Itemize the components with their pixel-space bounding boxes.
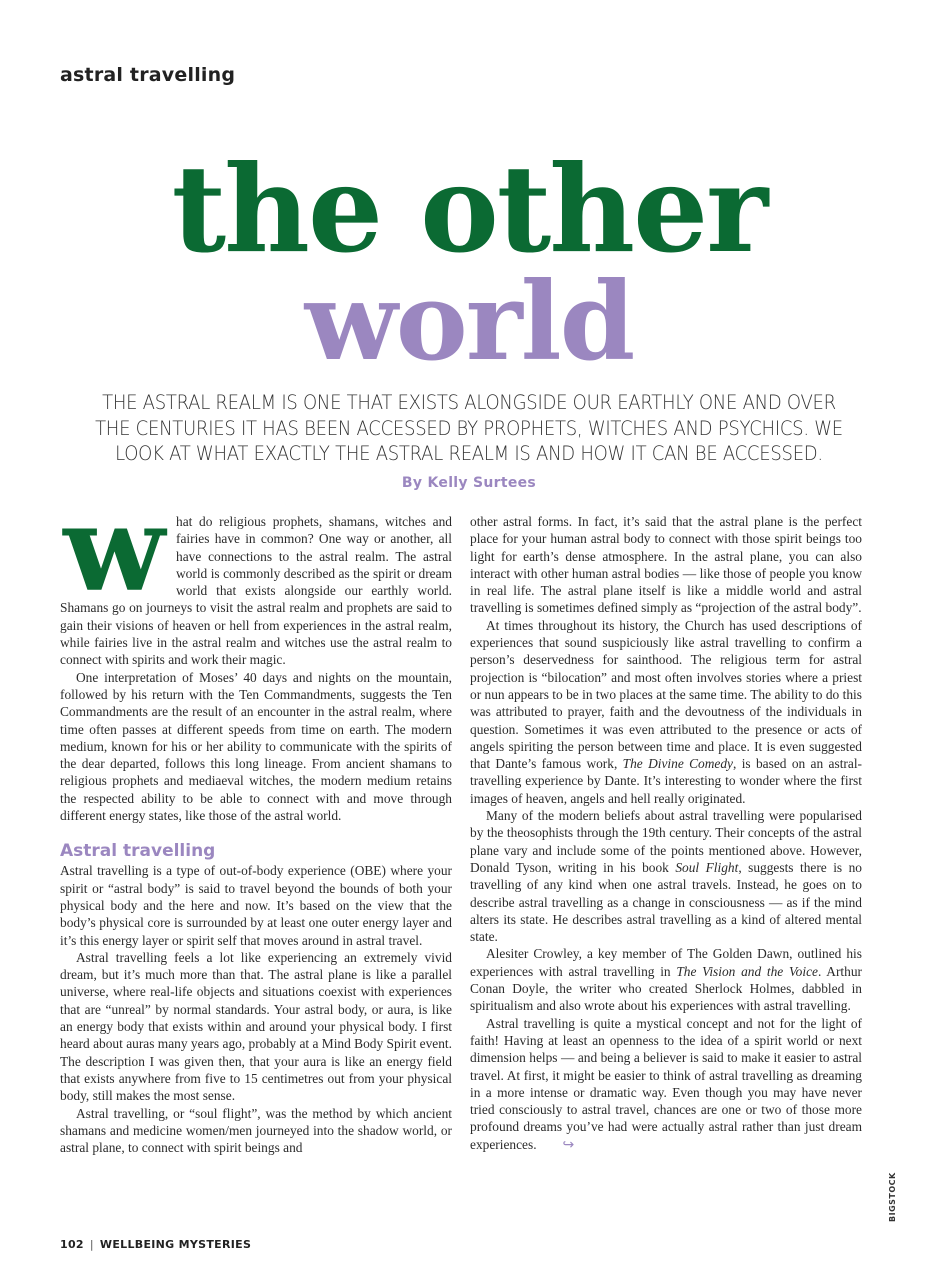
headline-line-2: world	[304, 259, 634, 385]
continue-arrow-icon: ↪	[562, 1136, 575, 1153]
book-title: The Divine Comedy	[622, 756, 734, 772]
paragraph: other astral forms. In fact, it’s said that the astral plane is the perfect place for your human astral body to connect with those spirit beings too light for earth’s dense atmosphere. In the astral plane, you can also interact with other human astral bodies — like those of people you know in real life. The astral plane itself is like a middle world and astral travelling is sometimes defined simply as “projection of the astral body”.	[470, 514, 862, 616]
paragraph: Astral travelling, or “soul flight”, was the method by which ancient shamans and medicine women/men journeyed into the shadow world, or astral plane, to connect with spirit beings and	[60, 1105, 452, 1156]
paragraph	[470, 807, 862, 945]
book-title: The Vision and the Voice	[676, 963, 818, 979]
article-column-right	[470, 513, 862, 1154]
subheading: Astral travelling	[60, 841, 216, 862]
page-footer	[60, 1238, 251, 1251]
paragraph-text: Alesiter Crowley, a key member of The Golden Dawn, outlined his experiences with astral travelling in	[470, 946, 862, 979]
paragraph-text: Many of the modern beliefs about astral travelling were popularised by the theosophists through the 19th century. Their concepts of the astral plane vary and include some of the points mentioned above. However, Donald Tyson, writing in his book	[470, 808, 862, 875]
section-tag: astral travelling	[60, 64, 236, 86]
byline: By Kelly Surtees	[401, 475, 537, 491]
paragraph: Astral travelling feels a lot like experiencing an extremely vivid dream, but it’s much more than that. The astral plane is like a parallel universe, where real-life objects and situations coexist with experiences that are “unreal” by normal standards. Your astral body, or aura, is like an energy body that exists within and around your physical body. I first heard about auras many years ago, probably at a Mind Body Spirit event. The description I was given then, that your aura is like an energy field that exists anywhere from five to 15 centimetres out from your physical body, still makes the most sense.	[60, 949, 452, 1104]
article-column-left	[60, 479, 452, 1156]
image-credit: BIGSTOCK	[888, 1172, 897, 1222]
paragraph: Astral travelling is a type of out-of-body experience (OBE) where your spirit or “astral body” is said to travel beyond the bounds of both your physical body and the here and now. It’s based on the view that the body’s physical core is surrounded by at least one outer energy layer and it’s this energy layer or spirit self that moves around in astral travel.	[60, 863, 452, 948]
standfirst: THE ASTRAL REALM IS ONE THAT EXISTS ALONGSIDE OUR EARTHLY ONE AND OVER THE CENTURIES IT HAS BEEN ACCESSED BY PROPHETS, WITCHES AND PSYCHICS. WE LOOK AT WHAT EXACTLY THE ASTRAL REALM IS AND HOW IT CAN BE ACCESSED.	[95, 391, 843, 465]
publication-name: WELLBEING MYSTERIES	[99, 1238, 252, 1251]
paragraph-text: , is based on an astral-travelling experience by Dante. It’s interesting to wonder where the first images of heaven, angels and hell really originated.	[470, 756, 862, 806]
drop-cap: w	[63, 479, 165, 618]
paragraph: One interpretation of Moses’ 40 days and nights on the mountain, followed by his return with the Ten Commandments, suggests the Ten Commandments are the result of an encounter in the astral realm, where time often passes at different speeds from time on earth. The modern medium, known for his or her ability to communicate with the spirits of the dear departed, follows this long lineage. From ancient shamans to religious prophets and mediaeval witches, the modern medium retains the respected ability to be able to connect with and move through different energy states, like those of the astral world.	[60, 669, 452, 824]
paragraph-text: At times throughout its history, the Church has used descriptions of experiences that sound suspiciously like astral travelling to confirm a person’s deservedness for sainthood. The religious term for astral projection is “bilocation” and most often involves stories where a priest or nun appears to be in two places at the same time. The ability to do this was attributed to prayer, faith and the devoutness of the individuals in question. Sometimes it was even attributed to the presence or acts of angels spiriting the person between time and place. It is even suggested that Dante’s famous work,	[470, 617, 862, 772]
paragraph	[470, 1015, 862, 1154]
headline-line-1: the other	[171, 137, 767, 280]
paragraph	[470, 617, 862, 807]
page-number: 102	[60, 1238, 84, 1251]
paragraph-text: . Arthur Conan Doyle, the writer who created Sherlock Holmes, dabbled in spiritualism and also wrote about his experiences with astral travelling.	[470, 963, 862, 1014]
paragraph-text: hat do religious prophets, shamans, witches and fairies have in common? One way or another, all have connections to the astral realm. The astral world is commonly described as the spirit or dream world that exists alongside our earthly world. Shamans go on journeys to visit the astral realm and prophets are said to gain their visions of heaven or hell from experiences in the astral realm, while fairies live in the astral realm and witches use the astral realm to connect with spirits and work their magic.	[60, 514, 452, 668]
paragraph	[470, 945, 862, 1014]
paragraph-text: Astral travelling is quite a mystical concept and not for the light of faith! Having at least an openness to the idea of a spirit world or next dimension helps — and being a believer is said to make it easier to astral travel. At first, it might be easier to think of astral travelling as dreaming in a more intense or dramatic way. Even though you may have never tried consciously to astral travel, chances are one or two of those more profound dreams you’ve had were actually astral rather than just dream experiences.	[470, 1015, 862, 1152]
footer-separator: |	[89, 1238, 94, 1251]
paragraph	[60, 479, 452, 669]
paragraph-text: , suggests there is no travelling of any kind when one astral travels. Instead, he goes on to describe astral travelling as a change in consciousness — as if the mind alters its state. He describes astral travelling as a kind of altered mental state.	[470, 859, 862, 945]
book-title: Soul Flight	[675, 859, 739, 875]
